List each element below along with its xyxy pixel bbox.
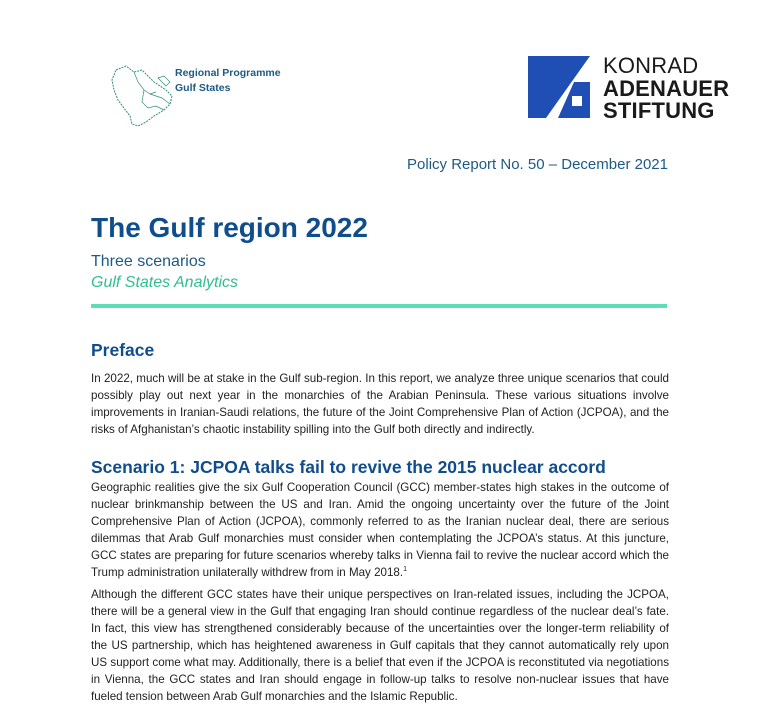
document-title: The Gulf region 2022 [91,212,368,243]
footnote-1[interactable]: 1 [403,566,407,574]
scenario1-paragraph-1-text: Geographic realities give the six Gulf Cooperation Council (GCC) member-states high stakes in the outcome of nuclear brinkmanship between the US and Iran. Amid the ongoing uncertainty over the future of the Joint Comprehensive Plan of Action (JCPOA), commonly referred to as the Iranian nuclear deal, there are serious dilemmas that Arab Gulf monarchies must consider when contemplating the JCPOA’s status. At this juncture, GCC states are preparing for future scenarios whereby talks in Vienna fail to revive the nuclear accord which the Trump administration unilaterally withdrew from in May 2018. [91,481,669,579]
kas-a-mark-icon [528,56,590,118]
gulf-map-icon [104,60,184,132]
document-subtitle: Three scenarios [91,253,206,270]
report-number: Policy Report No. 50 – December 2021 [407,156,668,173]
scenario1-paragraph-1 [91,479,669,581]
preface-heading: Preface [91,340,155,360]
kas-logo [528,53,748,123]
kas-word-stiftung: STIFTUNG [603,98,715,123]
document-author: Gulf States Analytics [91,274,239,291]
scenario1-paragraph-2: Although the different GCC states have their unique perspectives on Iran-related issues, including the JCPOA, there will be a general view in the Gulf that engaging Iran should continue regardless of the nuclear deal’s fate. In fact, this view has strengthened considerably because of the uncertainties over the longer-term reliability of the US partnership, which has heightened awareness in Gulf capitals that they cannot automatically rely upon US support come what may. Additionally, there is a belief that even if the JCPOA is reconstituted via negotiations in Vienna, the GCC states and Iran should engage in follow-up talks to resolve non-nuclear issues that have fueled tension between Arab Gulf monarchies and the Islamic Republic. [91,588,669,703]
programme-name [175,66,281,96]
programme-line1: Regional Programme [175,67,281,79]
title-divider [91,304,667,308]
programme-line2: Gulf States [175,82,231,94]
preface-paragraph: In 2022, much will be at stake in the Gulf sub-region. In this report, we analyze three unique scenarios that could possibly play out next year in the monarchies of the Arabian Peninsula. These various situations involve improvements in Iranian-Saudi relations, the future of the Joint Comprehensive Plan of Action (JCPOA), and the risks of Afghanistan’s chaotic instability spilling into the Gulf both directly and indirectly. [91,372,669,436]
kas-word-konrad: KONRAD [603,53,699,78]
kas-wordmark [603,55,729,123]
regional-programme-logo [104,60,304,140]
scenario1-heading: Scenario 1: JCPOA talks fail to revive the 2015 nuclear accord [91,457,606,477]
kas-word-adenauer: ADENAUER [603,75,730,101]
